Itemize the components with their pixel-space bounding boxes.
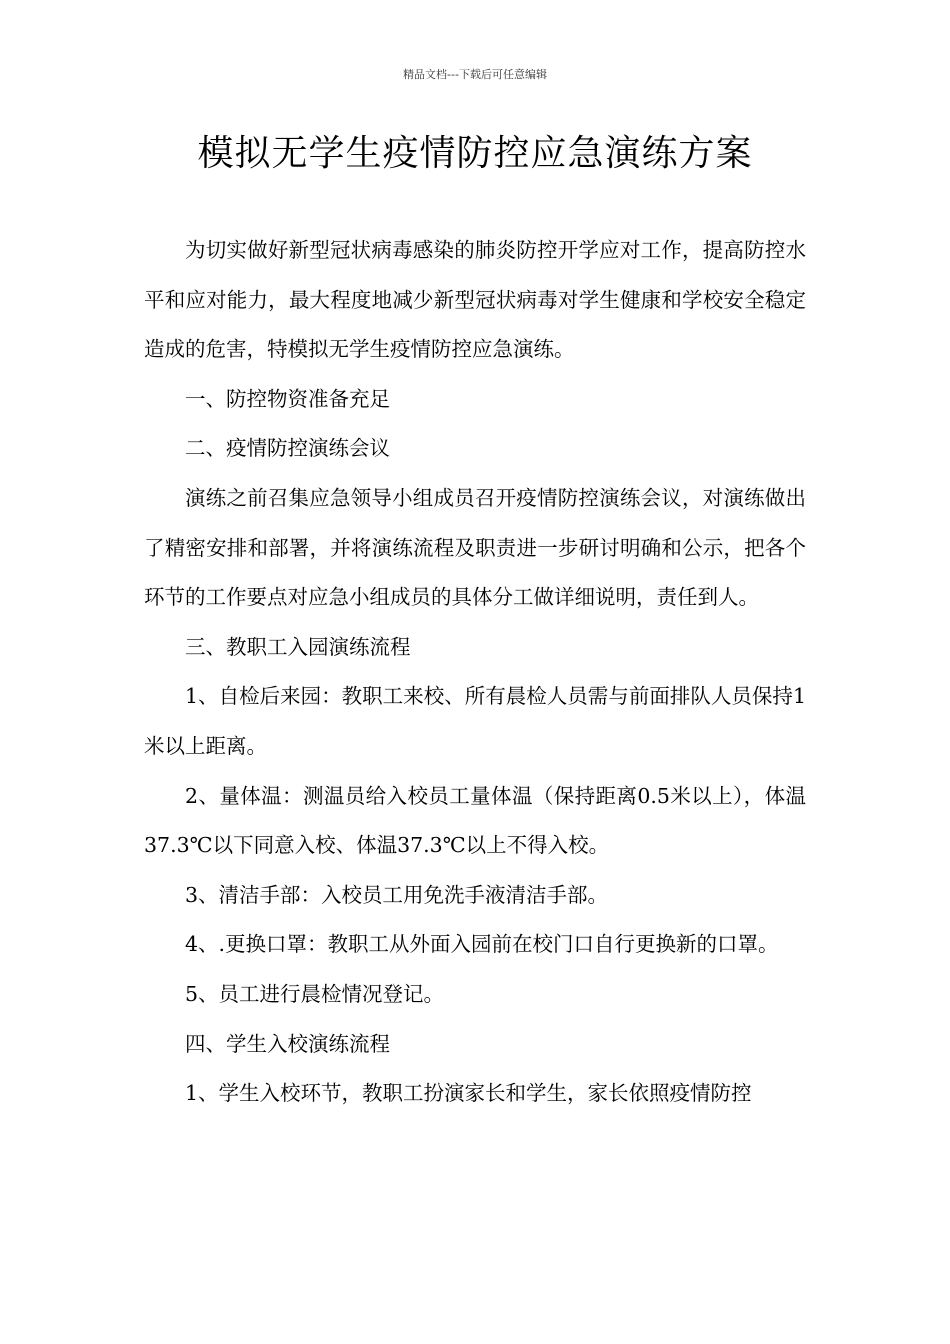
heading-section-2: 二、疫情防控演练会议 xyxy=(185,436,390,461)
list-item-staff-5: 5、员工进行晨检情况登记。 xyxy=(185,981,445,1006)
list-item-staff-3: 3、清洁手部：入校员工用免洗手液清洁手部。 xyxy=(185,882,609,907)
paragraph-meeting: 演练之前召集应急领导小组成员召开疫情防控演练会议，对演练做出了精密安排和部署，并将演练流程及职责进一步研讨明确和公示，把各个环节的工作要点对应急小组成员的具体分工做详细说明，责任到人。 xyxy=(144,485,806,610)
list-item-staff-2: 2、量体温：测温员给入校员工量体温（保持距离0.5米以上），体温37.3℃以下同意入校、体温37.3℃以上不得入校。 xyxy=(144,783,806,858)
paragraph-intro: 为切实做好新型冠状病毒感染的肺炎防控开学应对工作，提高防控水平和应对能力，最大程度地减少新型冠状病毒对学生健康和学校安全稳定造成的危害，特模拟无学生疫情防控应急演练。 xyxy=(144,238,806,362)
document-title: 模拟无学生疫情防控应急演练方案 xyxy=(197,133,753,174)
heading-section-4: 四、学生入校演练流程 xyxy=(185,1031,390,1056)
heading-section-3: 三、教职工入园演练流程 xyxy=(185,634,411,659)
document-body xyxy=(144,226,806,1119)
heading-section-1: 一、防控物资准备充足 xyxy=(185,386,390,411)
list-item-student-1: 1、学生入校环节，教职工扮演家长和学生，家长依照疫情防控 xyxy=(185,1081,752,1106)
header-note: 精品文档---下载后可任意编辑 xyxy=(403,68,547,81)
list-item-staff-1: 1、自检后来园：教职工来校、所有晨检人员需与前面排队人员保持1米以上距离。 xyxy=(144,684,806,758)
list-item-staff-4: 4、.更换口罩：教职工从外面入园前在校门口自行更换新的口罩。 xyxy=(185,932,779,957)
